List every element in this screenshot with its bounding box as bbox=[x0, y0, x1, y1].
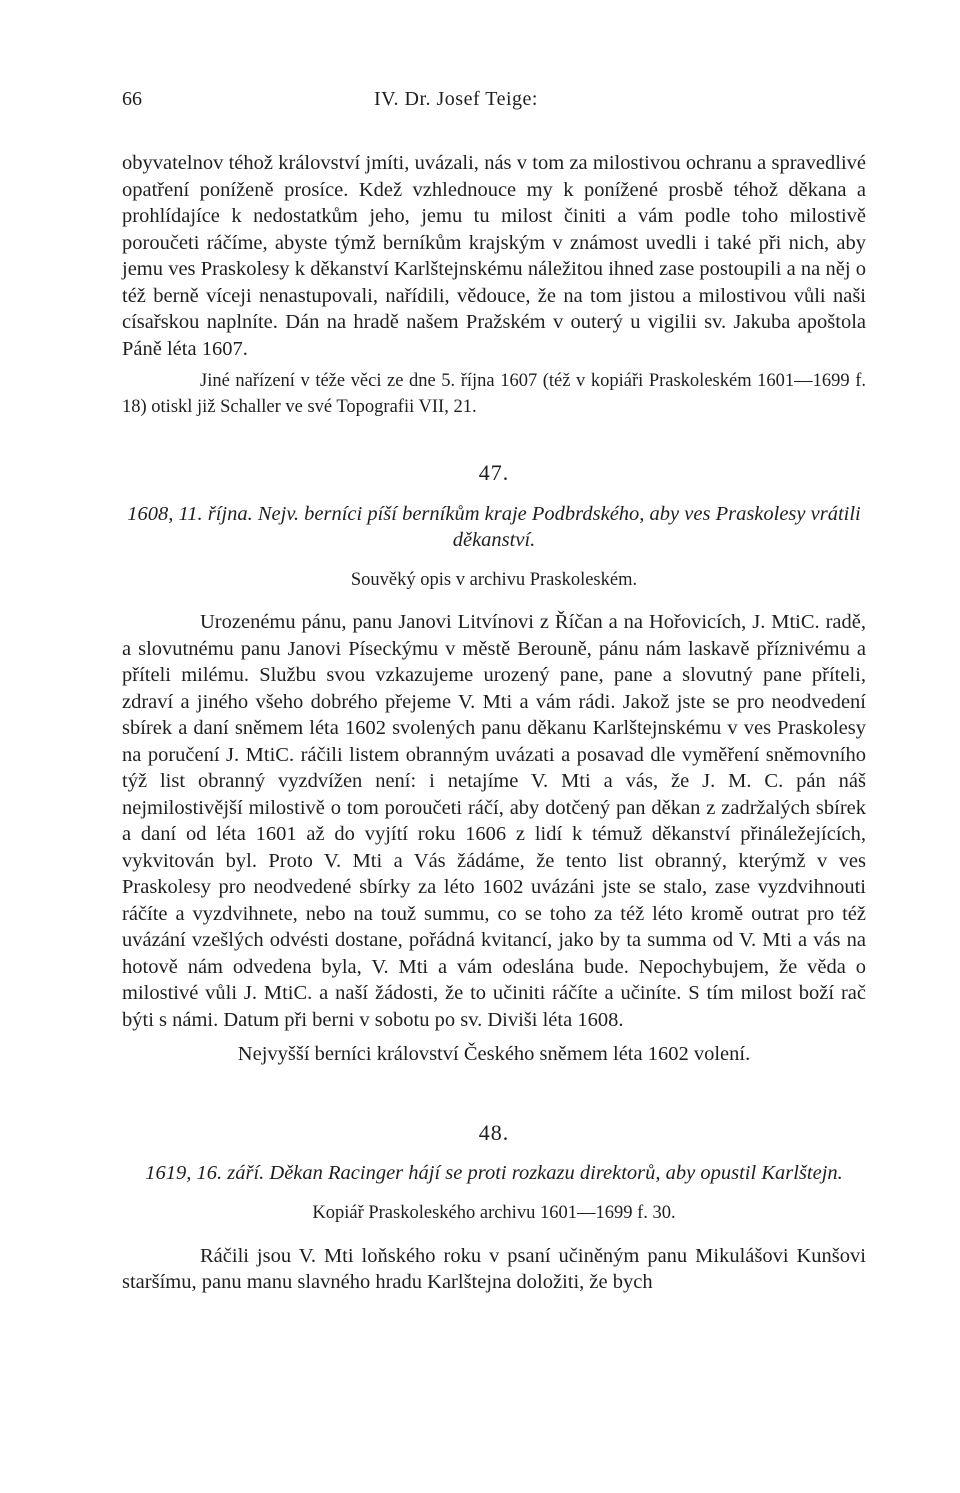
continuation-paragraph: obyvatelnov téhož království jmíti, uvázali, nás v tom za milostivou ochranu a spravedlivé opatření poníženě prosíce. Kdež vzhlednouce my k ponížené prosbě téhož děkana a prohlídajíce k nedostatkům jeho, jemu tu milost činiti a vám podle toho milostivě poroučeti ráčíme, abyste týmž berníkům krajským v známost uvedli i také při nich, aby jemu ves Praskolesy k děkanství Karlštejnskému náležitou ihned zase postoupili a na něj o též berně víceji nenastupovali, nařídili, vědouce, že na tom jistou a milostivou vůli naši císařskou naplníte. Dán na hradě našem Pražském v outerý u vigilii sv. Jakuba apoštola Páně léta 1607. bbox=[122, 152, 866, 360]
editorial-note: Jiné nařízení v téže věci ze dne 5. října 1607 (též v kopiáři Praskoleském 1601—1699 f. 18) otiskl již Schaller ve své Topografii VII, 21. bbox=[122, 371, 866, 417]
page-body bbox=[122, 150, 866, 1296]
document-source: Kopiář Praskoleského archivu 1601—1699 f. 30. bbox=[312, 1203, 676, 1223]
document-text: Urozenému pánu, panu Janovi Litvínovi z Říčan a na Hořovicích, J. MtiC. radě, a slovutnému panu Janovi Píseckýmu v městě Berouně, pánu nám laskavě příznivému a příteli milému. Službu svou vzkazujeme urozený pane, pane a slovutný pane příteli, zdraví a jiného všeho dobrého přejeme V. Mti a vám rádi. Jakož jste se pro neodvedení sbírek a daní sněmem léta 1602 svolených panu děkanu Karlštejnskému v ves Praskolesy na poručení J. MtiC. ráčili listem obranným uvázati a posavad dle vyměření sněmovního týž list obranný vyzdvížen není: i netajíme V. Mti a vás, že J. M. C. pán náš nejmilostivější milostivě o tom poroučeti ráčí, aby dotčený pan děkan z zadržalých sbírek a daní od léta 1601 až do vyjítí roku 1606 z lidí k témuž děkanství přináležejících, vykvitován byl. Proto V. Mti a Vás žádáme, že tento list obranný, kterýmž v ves Praskolesy pro neodvedené sbírky za léto 1602 uvázáni jste se stalo, zase vyzdvihnouti ráčíte a vyzdvihnete, nebo na touž summu, co se toho za též léto kromě outrat pro též uvázání vzešlých odvésti dostane, pořádná kvitancí, jako by ta summa od V. Mti a vás na hotově nám odvedena byla, V. Mti a vám odeslána bude. Nepochybujem, že věda o milostivé vůli J. MtiC. a naší žádosti, že to učiniti ráčíte a učiníte. S tím milost boží rač býti s námi. Datum při berni v sobotu po sv. Diviši léta 1608. bbox=[122, 611, 866, 1031]
document-signature: Nejvyšší berníci království Českého sněmem léta 1602 volení. bbox=[237, 1043, 751, 1065]
running-title: IV. Dr. Josef Teige: bbox=[374, 88, 538, 110]
document-number: 48. bbox=[478, 1119, 510, 1145]
document-number: 47. bbox=[478, 460, 510, 485]
document-title: 1619, 16. září. Děkan Racinger hájí se proti rozkazu direktorů, aby opustil Karlštejn. bbox=[145, 1162, 843, 1184]
page-header bbox=[122, 88, 862, 118]
page-number: 66 bbox=[122, 88, 142, 110]
document-title: 1608, 11. října. Nejv. berníci píší berníkům kraje Podbrdského, aby ves Praskolesy vrátili děkanství. bbox=[127, 502, 861, 551]
document-source: Souvěký opis v archivu Praskoleském. bbox=[350, 569, 638, 590]
document-text: Ráčili jsou V. Mti loňského roku v psaní učiněným panu Mikulášovi Kunšovi staršímu, panu manu slavného hradu Karlštejna doložiti, že bych bbox=[122, 1244, 866, 1293]
